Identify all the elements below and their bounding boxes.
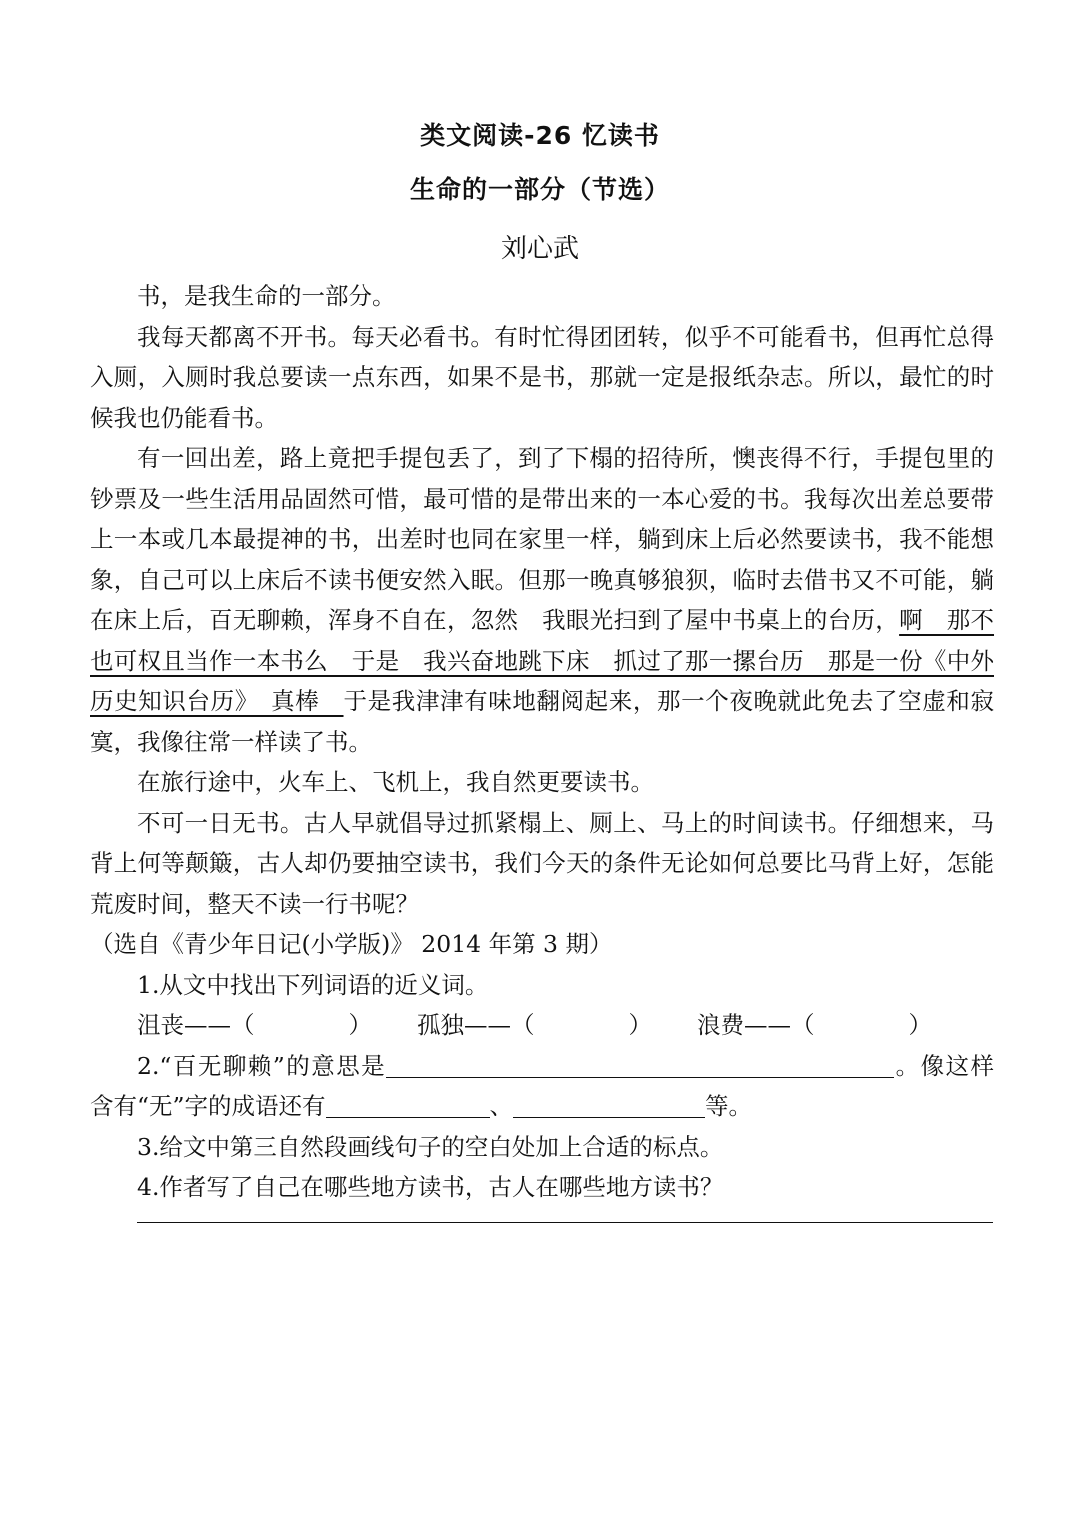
question-3: 3.给文中第三自然段画线句子的空白处加上合适的标点。	[137, 1132, 724, 1161]
synonym-item-2[interactable]: 孤独——（ ）	[417, 1011, 652, 1039]
page-title: 类文阅读-26 忆读书	[420, 121, 660, 150]
question-1: 1.从文中找出下列词语的近义词。	[137, 970, 489, 999]
answer-blank-idiom-1[interactable]	[326, 1089, 490, 1118]
question-2-sep: 、	[489, 1092, 514, 1120]
question-4: 4.作者写了自己在哪些地方读书，古人在哪些地方读书？	[137, 1173, 724, 1201]
article-author: 刘心武	[500, 234, 579, 264]
synonym-item-1[interactable]: 沮丧——（ ）	[137, 1011, 372, 1039]
paragraph-3-text-after: 于是我津津有味地翻阅起来，那一个夜晚就此免去了空虚和寂寞，我像往常一样读了书。	[90, 687, 995, 756]
article-source: （选自《青少年日记(小学版)》 2014 年第 3 期）	[90, 930, 613, 958]
paragraph-3-text-before: 有一回出差，路上竟把手提包丢了，到了下榻的招待所，懊丧得不行，手提包里的钞票及一些生活用品固然可惜，最可惜的是带出来的一本心爱的书。我每次出差总要带上一本或几本最提神的书，出差时也同在家里一样，躺到床上后必然要读书，我不能想象，自己可以上床后不读书便安然入眠。但那一晚真够狼狈，临时去借书又不可能，躺在床上后，百无聊赖，浑身不自在，忽然 我眼光扫到了屋中书桌上的台历，	[90, 444, 994, 634]
answer-blank-idiom-2[interactable]	[513, 1089, 705, 1118]
question-2-mid: 。像这样含有“无”字的成语还有	[90, 1051, 995, 1120]
question-2-start: 2.“百无聊赖”的意思是	[137, 1051, 387, 1080]
question-2	[90, 1046, 994, 1127]
answer-line-question-4[interactable]	[137, 1222, 993, 1223]
paragraph-1: 书，是我生命的一部分。	[137, 282, 396, 310]
paragraph-4: 在旅行途中，火车上、飞机上，我自然更要读书。	[137, 768, 654, 796]
underlined-sentence: 啊 那不也可权且当作一本书么 于是 我兴奋地跳下床 抓过了那一摞台历 那是一份《中外历史知识台历》 真棒	[90, 606, 995, 715]
question-2-end: 等。	[705, 1092, 753, 1120]
paragraph-5: 不可一日无书。古人早就倡导过抓紧榻上、厕上、马上的时间读书。仔细想来，马背上何等颠簸，古人却仍要抽空读书，我们今天的条件无论如何总要比马背上好，怎能荒废时间，整天不读一行书呢？	[90, 808, 994, 918]
paragraph-3	[90, 438, 994, 762]
synonym-item-3[interactable]: 浪费——（ ）	[697, 1011, 932, 1039]
paragraph-2: 我每天都离不开书。每天必看书。有时忙得团团转，似乎不可能看书，但再忙总得入厕，入厕时我总要读一点东西，如果不是书，那就一定是报纸杂志。所以，最忙的时候我也仍能看书。	[90, 322, 994, 432]
synonym-row	[90, 1005, 994, 1046]
article-title: 生命的一部分（节选）	[409, 175, 670, 204]
article-body	[90, 276, 994, 1208]
answer-blank-meaning[interactable]	[386, 1049, 894, 1078]
